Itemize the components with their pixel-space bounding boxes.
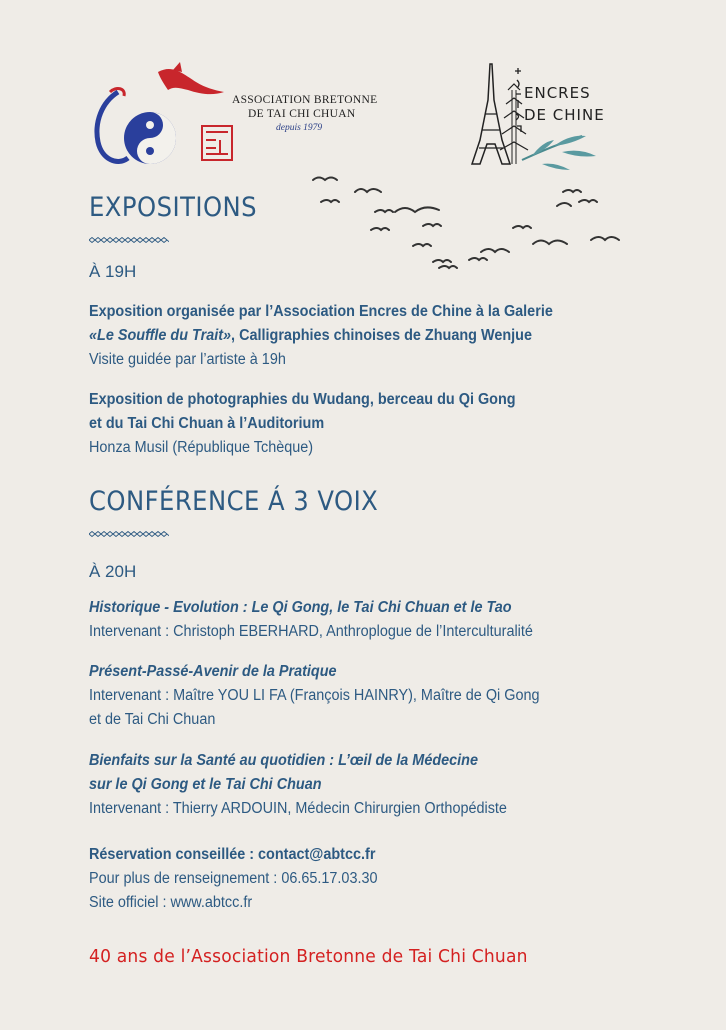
exposition-1-gallery-title: «Le Souffle du Trait» xyxy=(89,327,232,344)
exposition-1-line2-rest: , Calligraphies chinoises de Zhuang Wenjue xyxy=(231,327,532,344)
association-name-line2: DE TAI CHI CHUAN xyxy=(248,108,356,120)
birds-decoration xyxy=(305,170,635,280)
conference-time: À 20H xyxy=(89,562,137,581)
reservation-line: Réservation conseillée : contact@abtcc.fr xyxy=(89,846,376,863)
exposition-item-1 xyxy=(89,300,649,372)
talk-1-speaker: Intervenant : Christoph EBERHARD, Anthroplogue de l’Interculturalité xyxy=(89,623,533,640)
contact-block xyxy=(89,843,649,915)
exposition-1-line2 xyxy=(89,324,610,348)
conference-title: CONFÉRENCE Á 3 VOIX xyxy=(89,486,379,517)
exposition-2-line1: Exposition de photographies du Wudang, berceau du Qi Gong xyxy=(89,391,516,408)
encres-de-chine-logo xyxy=(462,60,642,170)
expositions-title: EXPOSITIONS xyxy=(89,192,258,223)
talk-2 xyxy=(89,660,649,732)
talk-1 xyxy=(89,596,649,644)
yin-yang-dragon-icon xyxy=(88,62,238,172)
divider-ornament xyxy=(89,237,169,243)
talk-2-speaker-line1: Intervenant : Maître YOU LI FA (François HAINRY), Maître de Qi Gong xyxy=(89,687,540,704)
encres-line1: ENCRES xyxy=(524,84,591,102)
exposition-item-2 xyxy=(89,388,649,460)
talk-3-title-line1: Bienfaits sur la Santé au quotidien : L’œil de la Médecine xyxy=(89,752,479,769)
talk-1-title: Historique - Evolution : Le Qi Gong, le Tai Chi Chuan et le Tao xyxy=(89,599,512,616)
divider-ornament xyxy=(89,531,169,537)
footer-anniversary: 40 ans de l’Association Bretonne de Tai Chi Chuan xyxy=(89,946,528,967)
talk-3-title-line2: sur le Qi Gong et le Tai Chi Chuan xyxy=(89,776,322,793)
association-name-line1: ASSOCIATION BRETONNE xyxy=(232,94,378,106)
info-phone-line: Pour plus de renseignement : 06.65.17.03.30 xyxy=(89,870,378,887)
abtcc-logo xyxy=(88,62,388,172)
exposition-1-line1: Exposition organisée par l’Association Encres de Chine à la Galerie xyxy=(89,303,553,320)
expositions-time: À 19H xyxy=(89,262,137,281)
talk-3 xyxy=(89,749,649,821)
talk-2-speaker-line2: et de Tai Chi Chuan xyxy=(89,711,216,728)
exposition-1-line3: Visite guidée par l’artiste à 19h xyxy=(89,351,286,368)
encres-line2: DE CHINE xyxy=(524,106,605,124)
exposition-2-line3: Honza Musil (République Tchèque) xyxy=(89,439,314,456)
talk-2-title: Présent-Passé-Avenir de la Pratique xyxy=(89,663,337,680)
exposition-2-line2: et du Tai Chi Chuan à l’Auditorium xyxy=(89,415,325,432)
talk-3-speaker: Intervenant : Thierry ARDOUIN, Médecin Chirurgien Orthopédiste xyxy=(89,800,507,817)
association-since: depuis 1979 xyxy=(276,123,323,133)
official-site-line: Site officiel : www.abtcc.fr xyxy=(89,894,253,911)
conference-section xyxy=(89,486,649,517)
expositions-section xyxy=(89,192,649,223)
